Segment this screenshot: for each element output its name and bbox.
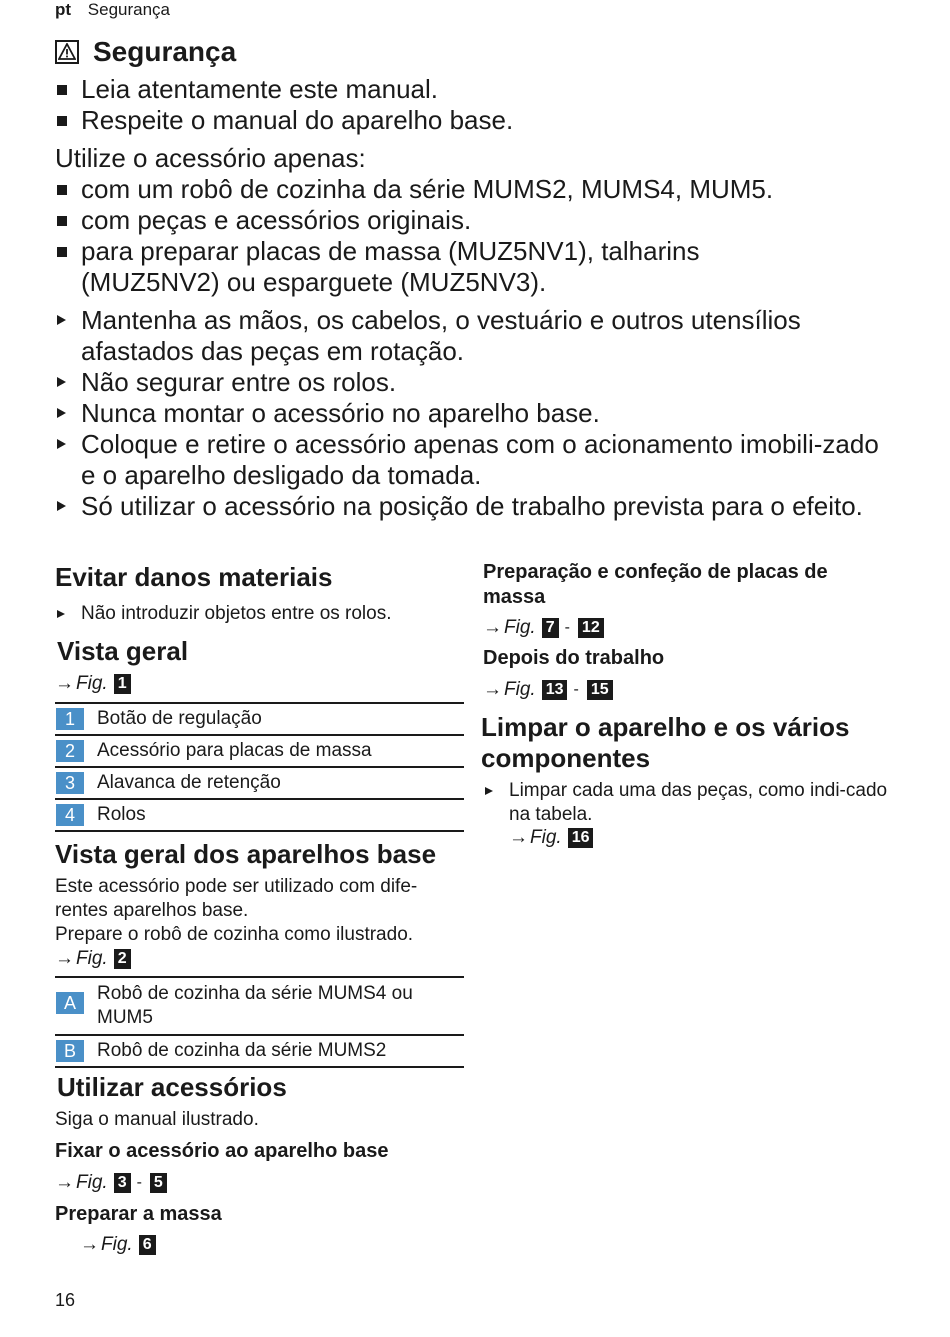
after-title: Depois do trabalho	[483, 647, 665, 669]
overview-title: Vista geral	[57, 636, 189, 666]
bullet-square-icon	[57, 116, 67, 126]
base-overview-title: Vista geral dos aparelhos base	[55, 839, 437, 869]
bullet-triangle-icon	[57, 439, 66, 449]
figure-number: 5	[150, 1173, 167, 1193]
bullet-triangle-icon	[57, 501, 66, 511]
figure-number: 3	[114, 1173, 131, 1193]
legend-key: 2	[56, 740, 84, 762]
list-item: com um robô de cozinha da série MUMS2, MUMS4, MUM5.	[55, 174, 895, 205]
figure-number: 12	[578, 618, 604, 638]
list-item: com peças e acessórios originais.	[55, 205, 895, 236]
figure-reference: → Fig. 13 - 15	[483, 678, 613, 702]
warning-icon	[55, 40, 79, 64]
legend-key: A	[56, 992, 84, 1014]
bullet-triangle-icon	[57, 315, 66, 325]
list-item: Leia atentamente este manual.	[55, 74, 895, 105]
clean-title: Limpar o aparelho e os vários componentes	[481, 712, 850, 773]
bullet-square-icon	[57, 185, 67, 195]
list-item: Mantenha as mãos, os cabelos, o vestuário e outros utensílios afastados das peças em rotação.	[55, 305, 895, 367]
running-header	[55, 0, 170, 20]
list-item: Respeite o manual do aparelho base.	[55, 105, 895, 136]
base-overview-table	[55, 976, 464, 1068]
figure-reference: → Fig. 1	[55, 672, 131, 696]
legend-key: 1	[56, 708, 84, 730]
bullet-square-icon	[57, 247, 67, 257]
page-number: 16	[55, 1290, 76, 1310]
table-row: 3 Alavanca de retenção	[55, 768, 464, 800]
figure-reference: → Fig. 16	[509, 826, 593, 850]
plates-title: Preparação e confeção de placas de massa	[483, 561, 828, 608]
running-header-section: Segurança	[87, 0, 171, 19]
use-text: Siga o manual ilustrado.	[55, 1109, 259, 1130]
bullet-triangle-icon	[57, 377, 66, 387]
figure-reference: → Fig. 7 - 12	[483, 616, 604, 640]
figure-number: 16	[568, 828, 594, 848]
prep-title: Preparar a massa	[55, 1203, 222, 1225]
use-title: Utilizar acessórios	[57, 1072, 287, 1102]
legend-key: B	[56, 1040, 84, 1062]
list-item: Nunca montar o acessório no aparelho base.	[55, 398, 895, 429]
list-item: para preparar placas de massa (MUZ5NV1), talharins (MUZ5NV2) ou esparguete (MUZ5NV3).	[55, 236, 775, 298]
figure-number: 7	[542, 618, 559, 638]
language-code: pt	[55, 0, 72, 19]
table-row: B Robô de cozinha da série MUMS2	[55, 1036, 464, 1068]
list-item: Limpar cada uma das peças, como indi-cado na tabela.	[483, 779, 893, 827]
figure-reference: → Fig. 3 - 5	[55, 1171, 167, 1195]
figure-reference: → Fig. 2	[55, 947, 131, 971]
figure-number: 15	[587, 680, 613, 700]
table-row: 1 Botão de regulação	[55, 704, 464, 736]
safety-intro: Utilize o acessório apenas:	[55, 143, 366, 173]
bullet-triangle-icon	[57, 610, 65, 618]
list-item: Só utilizar o acessório na posição de trabalho prevista para o efeito.	[55, 491, 875, 522]
list-item: Coloque e retire o acessório apenas com o acionamento imobili-zado e o aparelho desligado da tomada.	[55, 429, 900, 491]
figure-reference: → Fig. 6	[80, 1233, 156, 1257]
figure-number: 1	[114, 674, 131, 694]
figure-number: 13	[542, 680, 568, 700]
bullet-triangle-icon	[57, 408, 66, 418]
figure-number: 2	[114, 949, 131, 969]
fix-title: Fixar o acessório ao aparelho base	[55, 1140, 389, 1162]
base-overview-text-2: Prepare o robô de cozinha como ilustrado.	[55, 924, 414, 945]
bullet-square-icon	[57, 216, 67, 226]
damage-title: Evitar danos materiais	[55, 562, 333, 592]
table-row: 2 Acessório para placas de massa	[55, 736, 464, 768]
base-overview-text: Este acessório pode ser utilizado com dife-rentes aparelhos base.	[55, 876, 418, 921]
table-row: 4 Rolos	[55, 800, 464, 832]
list-item: Não introduzir objetos entre os rolos.	[55, 602, 455, 626]
table-row: A Robô de cozinha da série MUMS4 ou MUM5	[55, 978, 464, 1036]
overview-table	[55, 702, 464, 832]
bullet-triangle-icon	[485, 787, 493, 795]
safety-title-text: Segurança	[93, 36, 237, 67]
legend-key: 3	[56, 772, 84, 794]
bullet-square-icon	[57, 85, 67, 95]
list-item: Não segurar entre os rolos.	[55, 367, 895, 398]
figure-number: 6	[139, 1235, 156, 1255]
legend-key: 4	[56, 804, 84, 826]
safety-title	[55, 36, 236, 68]
